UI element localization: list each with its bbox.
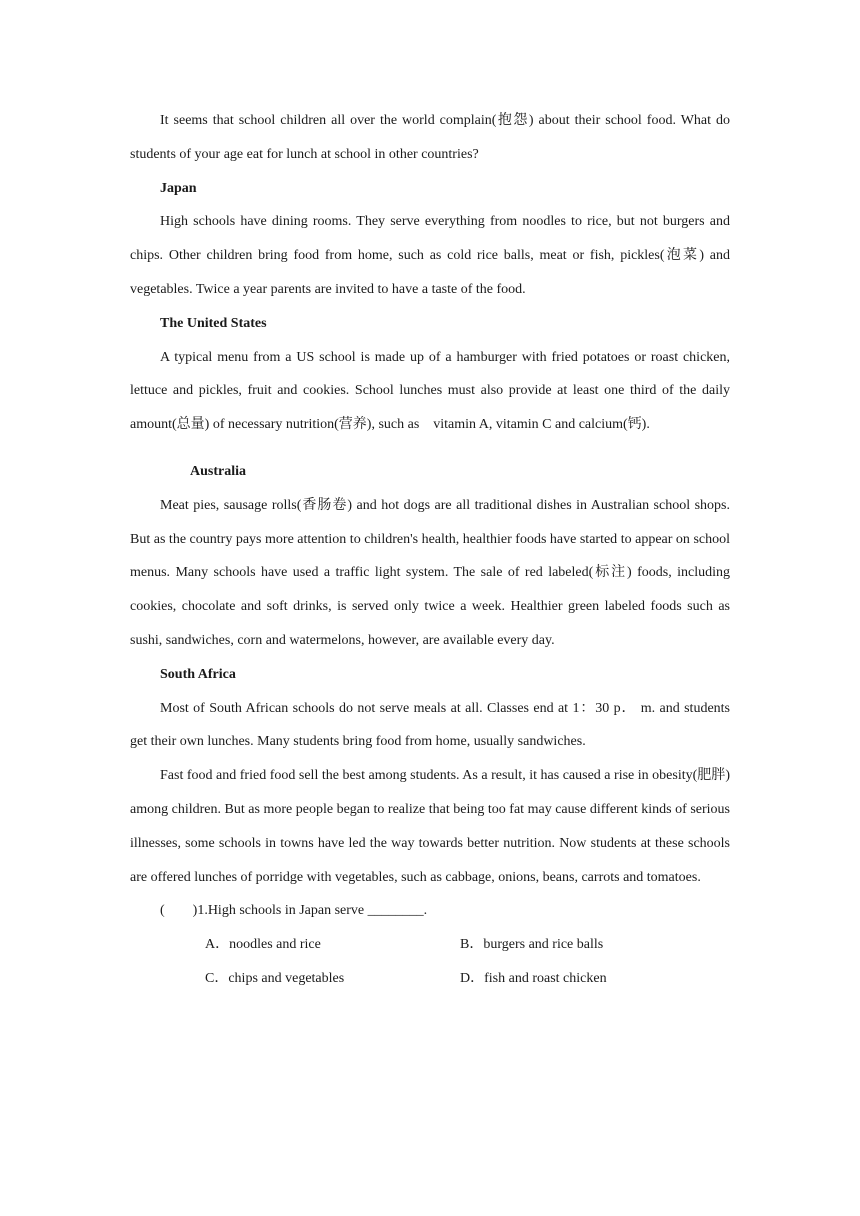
south-africa-heading: South Africa	[160, 666, 236, 682]
japan-heading: Japan	[160, 180, 197, 196]
us-paragraph: A typical menu from a US school is made up of a hamburger with fried potatoes or roast chicken, lettuce and pickles, fruit and cookies. School lunches must also provide at least one third of the daily amount(总量) of necessary nutrition(营养), such as vitamin A, vitamin C and calcium(钙).	[130, 349, 734, 433]
option-b: B．burgers and rice balls	[460, 937, 604, 953]
question-1-options	[130, 928, 730, 996]
us-heading: The United States	[160, 315, 267, 331]
japan-paragraph: High schools have dining rooms. They serve everything from noodles to rice, but not burgers and chips. Other children bring food from home, such as cold rice balls, meat or fish, pickles(泡菜) and vegetables. Twice a year parents are invited to have a taste of the food.	[130, 214, 730, 297]
south-africa-paragraph-1: Most of South African schools do not serve meals at all. Classes end at 1：30 p． m. and students get their own lunches. Many students bring food from home, usually sandwiches.	[130, 700, 730, 750]
document-page	[130, 104, 734, 996]
australia-heading: Australia	[190, 463, 246, 479]
south-africa-paragraph-2: Fast food and fried food sell the best among students. As a result, it has caused a rise in obesity(肥胖) among children. But as more people began to realize that being too fat may cause different kinds of serious illnesses, some schools in towns have led the way towards better nutrition. Now students at these schools are offered lunches of porridge with vegetables, such as cabbage, onions, beans, carrots and tomatoes.	[130, 768, 730, 885]
option-a: A．noodles and rice	[205, 937, 321, 953]
option-c: C．chips and vegetables	[205, 970, 345, 986]
option-d: D．fish and roast chicken	[460, 970, 607, 986]
question-1-stem: ( )1.High schools in Japan serve ________.	[160, 903, 428, 919]
intro-paragraph: It seems that school children all over the world complain(抱怨) about their school food. What do students of your age eat for lunch at school in other countries?	[130, 113, 730, 162]
australia-paragraph: Meat pies, sausage rolls(香肠卷) and hot dogs are all traditional dishes in Australian school shops. But as the country pays more attention to children's health, healthier foods have started to appear on school menus. Many schools have used a traffic light system. The sale of red labeled(标注) foods, including cookies, chocolate and soft drinks, is served only twice a week. Healthier green labeled foods such as sushi, sandwiches, corn and watermelons, however, are available every day.	[130, 497, 730, 648]
